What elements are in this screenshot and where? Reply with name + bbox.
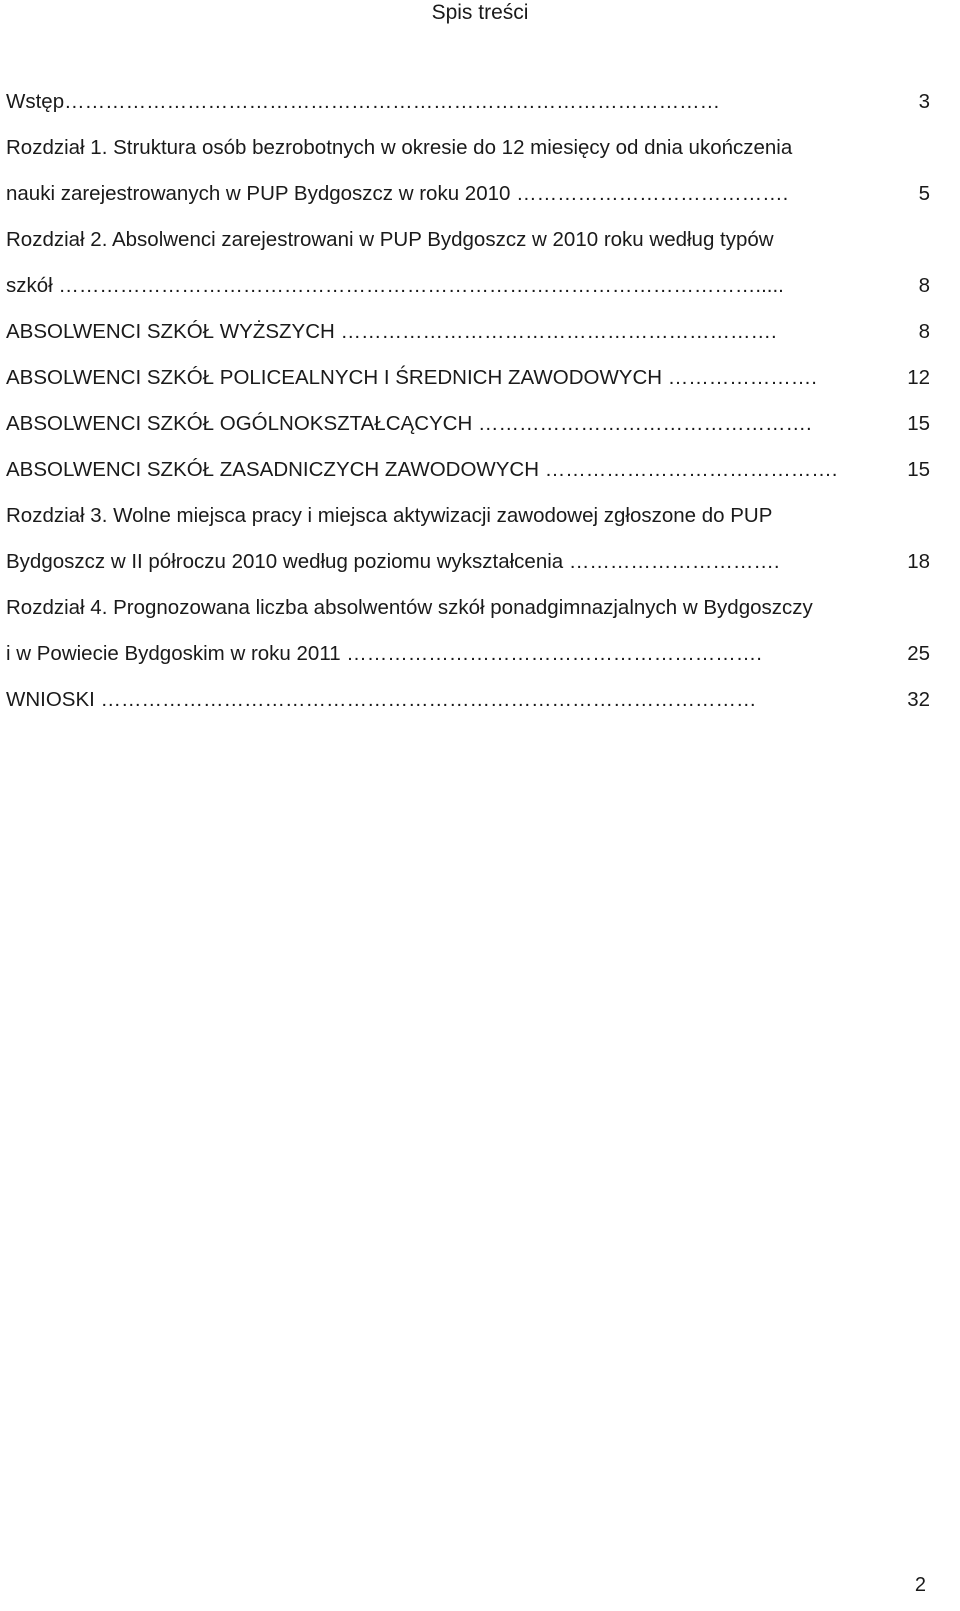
toc-entry-text: WNIOSKI …………………………………………………………………………………… (6, 688, 757, 711)
page-number: 2 (914, 1574, 926, 1596)
toc-entry-szkoly-ogolnoksztalcace[interactable] (6, 408, 930, 454)
toc-entry-page: 15 (907, 458, 930, 481)
toc-entry-text: nauki zarejestrowanych w PUP Bydgoszcz w roku 2010 …………………………………. (6, 182, 789, 205)
toc-entry-rozdzial-1-cont[interactable] (6, 178, 930, 224)
toc-entry-text: Rozdział 3. Wolne miejsca pracy i miejsca aktywizacji zawodowej zgłoszone do PUP (6, 504, 773, 527)
toc-entry-rozdzial-2[interactable] (6, 224, 930, 270)
toc-entry-page: 25 (907, 642, 930, 665)
toc-entry-page: 12 (907, 366, 930, 389)
toc-entry-page: 15 (907, 412, 930, 435)
toc-entry-rozdzial-2-cont[interactable] (6, 270, 930, 316)
toc-entry-page: 8 (918, 274, 930, 297)
toc-entry-page: 32 (907, 688, 930, 711)
toc-entry-rozdzial-4-cont[interactable] (6, 638, 930, 684)
toc-entry-text: ABSOLWENCI SZKÓŁ WYŻSZYCH ………………………………………………………. (6, 320, 777, 343)
toc-entry-page: 8 (918, 320, 930, 343)
toc-entry-szkoly-zasadnicze[interactable] (6, 454, 930, 500)
toc-entry-page: 18 (907, 550, 930, 573)
toc-entry-szkoly-wyzsze[interactable] (6, 316, 930, 362)
table-of-contents (6, 86, 930, 730)
toc-entry-text: szkół …………………………………………………………………………………………..... (6, 274, 784, 297)
toc-entry-wnioski[interactable] (6, 684, 930, 730)
toc-entry-text: Bydgoszcz w II półroczu 2010 według poziomu wykształcenia …………………………. (6, 550, 780, 573)
toc-entry-text: ABSOLWENCI SZKÓŁ POLICEALNYCH I ŚREDNICH ZAWODOWYCH …………………. (6, 366, 817, 389)
toc-entry-text: ABSOLWENCI SZKÓŁ ZASADNICZYCH ZAWODOWYCH ……………………………………. (6, 458, 838, 481)
toc-entry-rozdzial-3-cont[interactable] (6, 546, 930, 592)
toc-entry-page: 3 (918, 90, 930, 113)
toc-entry-text: Rozdział 2. Absolwenci zarejestrowani w PUP Bydgoszcz w 2010 roku według typów (6, 228, 774, 251)
toc-entry-rozdzial-1[interactable] (6, 132, 930, 178)
toc-entry-text: Rozdział 4. Prognozowana liczba absolwentów szkół ponadgimnazjalnych w Bydgoszczy (6, 596, 813, 619)
toc-entry-rozdzial-3[interactable] (6, 500, 930, 546)
toc-entry-text: ABSOLWENCI SZKÓŁ OGÓLNOKSZTAŁCĄCYCH …………………………………………. (6, 412, 812, 435)
toc-entry-szkoly-policealne[interactable] (6, 362, 930, 408)
page-title: Spis treści (431, 1, 529, 24)
toc-entry-page: 5 (918, 182, 930, 205)
toc-entry-text: i w Powiecie Bydgoskim w roku 2011 ……………………………………………………. (6, 642, 762, 665)
toc-entry-rozdzial-4[interactable] (6, 592, 930, 638)
toc-entry-text: Wstęp…………………………………………………………………………………… (6, 90, 721, 113)
toc-entry-text: Rozdział 1. Struktura osób bezrobotnych w okresie do 12 miesięcy od dnia ukończenia (6, 136, 793, 159)
toc-entry-wstep[interactable] (6, 86, 930, 132)
